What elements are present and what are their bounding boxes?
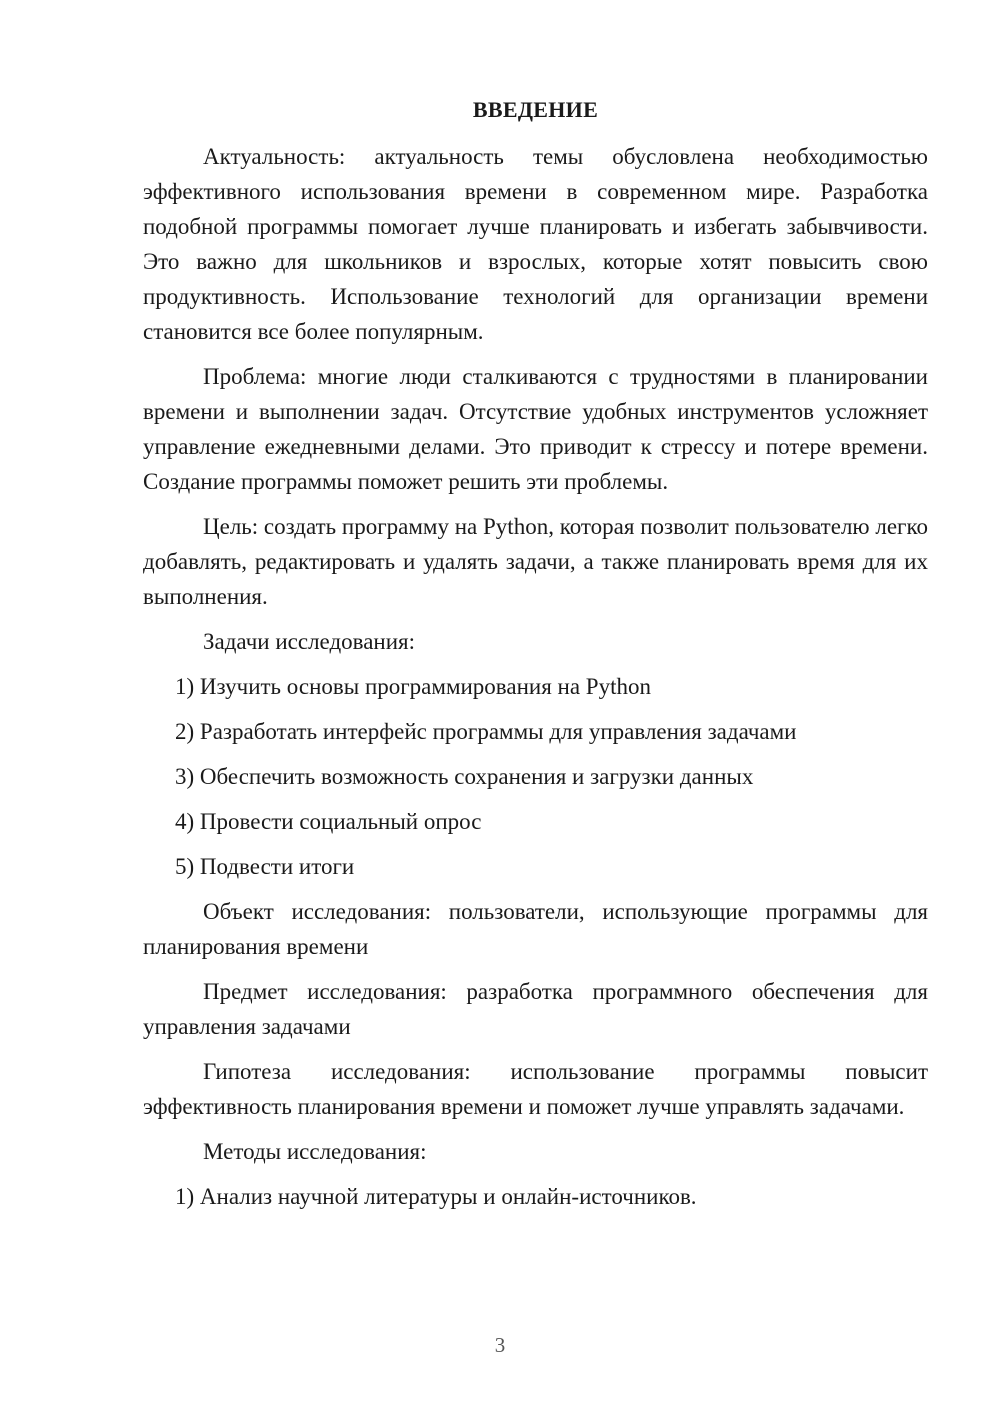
page-content (143, 95, 928, 1224)
task-item-2: 2) Разработать интерфейс программы для управления задачами (175, 719, 797, 744)
problem-paragraph: Проблема: многие люди сталкиваются с трудностями в планировании времени и выполнении задач. Отсутствие удобных инструментов усложняет управление ежедневными делами. Это приводит к стрессу и потере времени. Создание программы поможет решить эти проблемы. (143, 364, 928, 494)
page-number: 3 (494, 1333, 506, 1357)
task-item-5: 5) Подвести итоги (175, 854, 355, 879)
page-title: ВВЕДЕНИЕ (472, 97, 599, 122)
relevance-paragraph: Актуальность: актуальность темы обусловлена необходимостью эффективного использования времени в современном мире. Разработка подобной программы помогает лучше планировать и избегать забывчивости. Это важно для школьников и взрослых, которые хотят повысить свою продуктивность. Использование технологий для организации времени становится все более популярным. (143, 144, 928, 344)
tasks-heading: Задачи исследования: (203, 629, 416, 654)
task-item-3: 3) Обеспечить возможность сохранения и загрузки данных (175, 764, 754, 789)
task-item-1: 1) Изучить основы программирования на Python (175, 674, 651, 699)
hypothesis-paragraph: Гипотеза исследования: использование программы повысит эффективность планирования времени и поможет лучше управлять задачами. (143, 1059, 928, 1119)
method-item-1: 1) Анализ научной литературы и онлайн-источников. (175, 1184, 697, 1209)
goal-paragraph: Цель: создать программу на Python, которая позволит пользователю легко добавлять, редактировать и удалять задачи, а также планировать время для их выполнения. (143, 514, 928, 609)
methods-heading: Методы исследования: (203, 1139, 427, 1164)
subject-paragraph: Предмет исследования: разработка программного обеспечения для управления задачами (143, 979, 928, 1039)
object-paragraph: Объект исследования: пользователи, использующие программы для планирования времени (143, 899, 928, 959)
task-item-4: 4) Провести социальный опрос (175, 809, 482, 834)
